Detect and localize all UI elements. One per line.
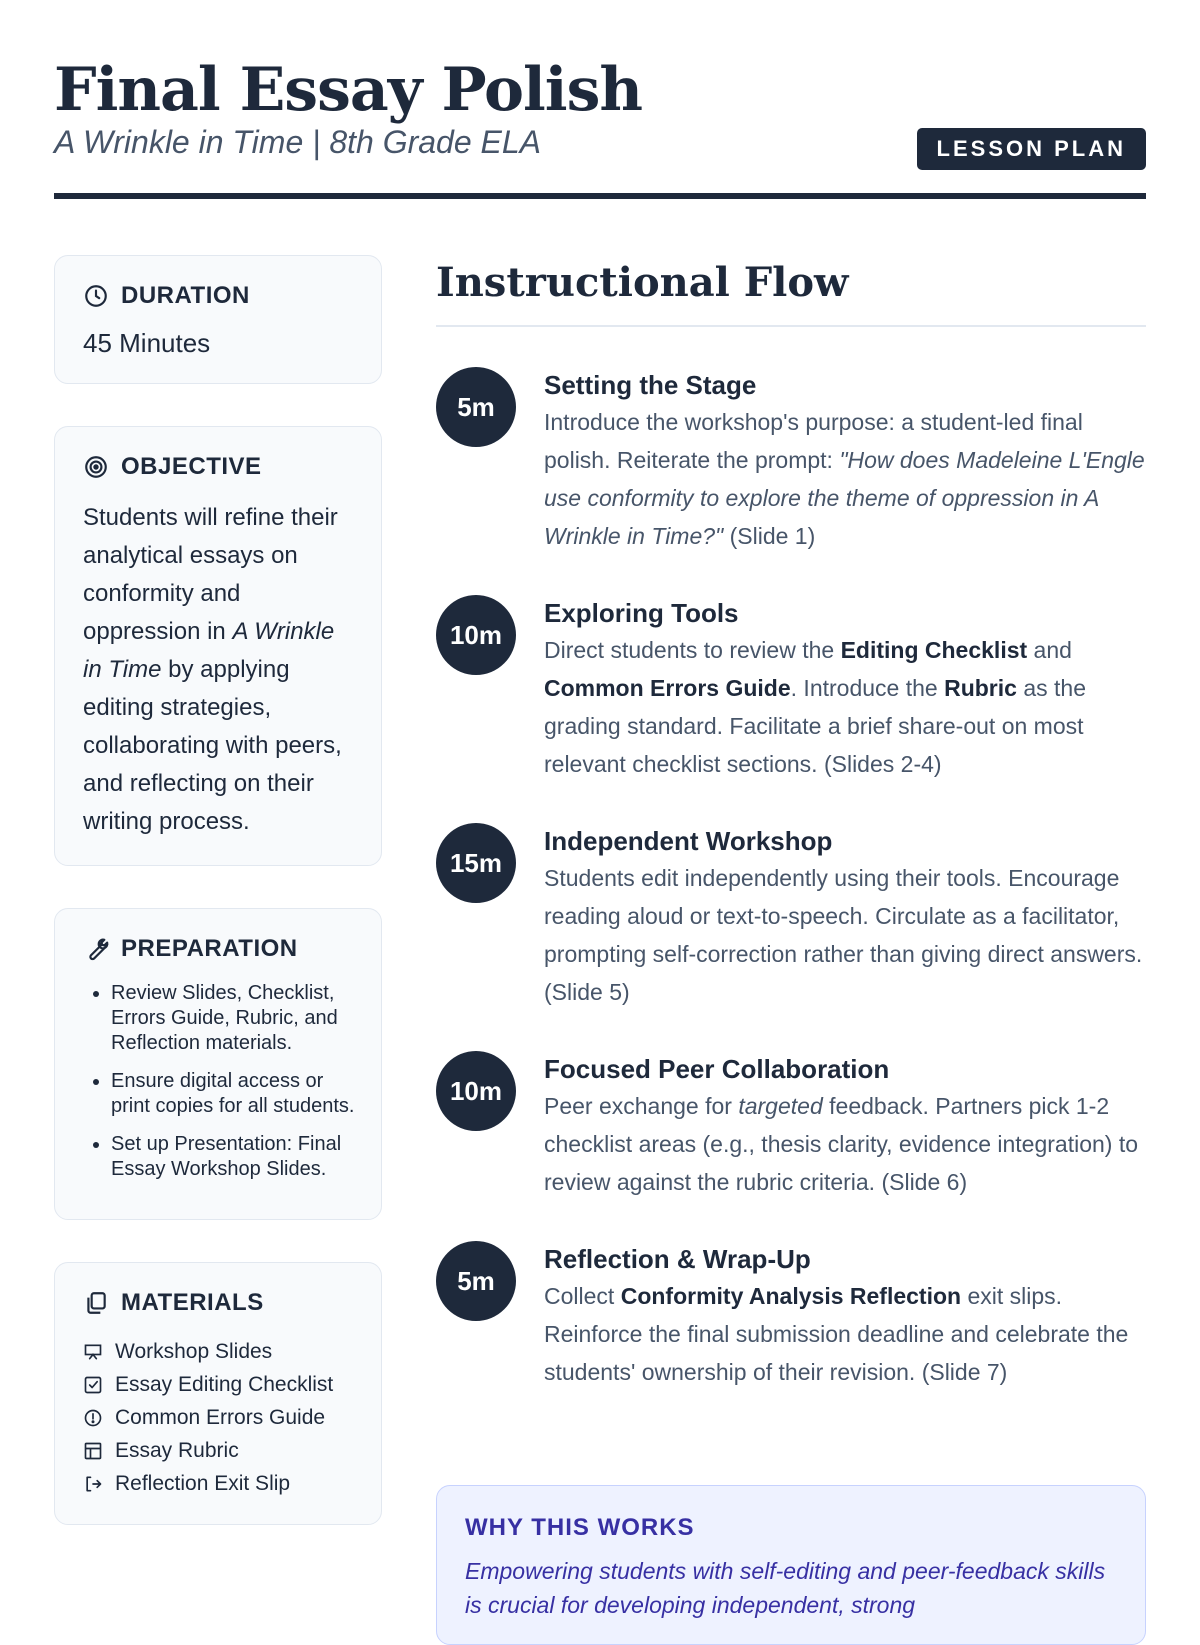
step-emphasis: Conformity Analysis Reflection [620, 1283, 962, 1309]
step-emphasis: Rubric [944, 675, 1017, 701]
duration-header [83, 282, 355, 310]
flow-step [436, 367, 1146, 555]
objective-text-part: Students will refine their analytical essays on conformity and oppression in [83, 504, 338, 645]
sidebar [54, 255, 382, 1567]
preparation-card [54, 908, 382, 1220]
material-errors-guide[interactable] [83, 1401, 355, 1434]
preparation-list [83, 981, 355, 1182]
list-item: • Ensure digital access or print copies for all students. [111, 1069, 355, 1119]
why-title: WHY THIS WORKS [465, 1514, 695, 1541]
flow-step [436, 1241, 1146, 1391]
step-title: Focused Peer Collaboration [544, 1054, 890, 1084]
page-title: Final Essay Polish [54, 55, 643, 125]
step-body [544, 595, 1146, 783]
material-label: Reflection Exit Slip [115, 1472, 291, 1495]
step-text-part: (Slide 1) [723, 523, 816, 549]
step-emphasis: Editing Checklist [840, 637, 1028, 663]
step-body [544, 1241, 1146, 1391]
step-emphasis: targeted [738, 1093, 823, 1119]
target-icon [83, 454, 109, 480]
step-time-badge: 10m [436, 595, 516, 675]
alert-circle-icon [83, 1408, 103, 1428]
step-text-part: . Introduce the [790, 675, 945, 701]
flow-step [436, 823, 1146, 1011]
why-this-works-callout [436, 1485, 1146, 1645]
step-body [544, 367, 1146, 555]
materials-list [83, 1335, 355, 1500]
materials-label: MATERIALS [121, 1289, 264, 1316]
materials-card [54, 1262, 382, 1525]
duration-label: DURATION [121, 282, 250, 309]
step-time-badge: 10m [436, 1051, 516, 1131]
flow-step [436, 1051, 1146, 1201]
step-body [544, 823, 1146, 1011]
material-label: Common Errors Guide [115, 1406, 326, 1429]
material-exit-slip[interactable] [83, 1467, 355, 1500]
objective-header [83, 453, 355, 481]
objective-book-title: A Wrinkle in Time [83, 618, 335, 683]
objective-text-part: by applying editing strategies, collaborating with peers, and reflecting on their writing process. [83, 656, 342, 835]
lesson-plan-badge: LESSON PLAN [917, 128, 1146, 170]
step-text-part: feedback. Partners pick 1-2 checklist areas (e.g., thesis clarity, evidence integration) to review against the rubric criteria. (Slide 6) [544, 1093, 1139, 1195]
materials-header [83, 1289, 355, 1317]
preparation-header [83, 935, 355, 963]
step-title: Independent Workshop [544, 826, 833, 856]
material-label: Workshop Slides [115, 1340, 273, 1363]
step-time-badge: 5m [436, 367, 516, 447]
presentation-icon [83, 1342, 103, 1362]
material-workshop-slides[interactable] [83, 1335, 355, 1368]
clock-icon [83, 283, 109, 309]
step-emphasis: Common Errors Guide [544, 675, 791, 701]
step-description [544, 631, 1146, 783]
step-title: Setting the Stage [544, 370, 757, 400]
step-title: Exploring Tools [544, 598, 739, 628]
objective-card [54, 426, 382, 866]
list-item: • Set up Presentation: Final Essay Workshop Slides. [111, 1132, 355, 1182]
step-prompt-quote: "How does Madeleine L'Engle use conformity to explore the theme of oppression in A Wrinkle in Time?" [544, 447, 1145, 549]
checkbox-icon [83, 1375, 103, 1395]
step-text-part: Collect [544, 1283, 621, 1309]
step-body [544, 1051, 1146, 1201]
section-divider [436, 325, 1146, 327]
objective-text [83, 499, 355, 841]
step-description [544, 1277, 1146, 1391]
step-description [544, 1087, 1146, 1201]
preparation-label: PREPARATION [121, 935, 298, 962]
wrench-icon [83, 936, 109, 962]
table-icon [83, 1441, 103, 1461]
duration-value: 45 Minutes [83, 328, 211, 358]
step-text-part: as the grading standard. Facilitate a brief share-out on most relevant checklist sections. (Slides 2-4) [544, 675, 1086, 777]
material-editing-checklist[interactable] [83, 1368, 355, 1401]
page-subtitle: A Wrinkle in Time | 8th Grade ELA [54, 124, 542, 160]
step-text-part: Peer exchange for [544, 1093, 739, 1119]
exit-icon [83, 1474, 103, 1494]
header-divider [54, 193, 1146, 199]
list-item: • Review Slides, Checklist, Errors Guide, Rubric, and Reflection materials. [111, 981, 355, 1056]
material-rubric[interactable] [83, 1434, 355, 1467]
material-label: Essay Rubric [115, 1439, 239, 1462]
step-time-badge: 5m [436, 1241, 516, 1321]
step-text-part: Direct students to review the [544, 637, 841, 663]
step-description [544, 403, 1146, 555]
header [54, 54, 1146, 162]
flow-step [436, 595, 1146, 783]
duration-card [54, 255, 382, 384]
copy-icon [83, 1290, 109, 1316]
step-text-part: Introduce the workshop's purpose: a student-led final polish. Reiterate the prompt: [544, 409, 1083, 473]
step-text-part: exit slips. Reinforce the final submission deadline and celebrate the students' ownership of their revision. (Slide 7) [544, 1283, 1129, 1385]
step-description: Students edit independently using their tools. Encourage reading aloud or text-to-speech. Circulate as a facilitator, prompting self-correction rather than giving direct answers. (Slide 5) [544, 865, 1143, 1005]
step-title: Reflection & Wrap-Up [544, 1244, 811, 1274]
objective-label: OBJECTIVE [121, 453, 262, 480]
step-text-part: and [1027, 637, 1072, 663]
section-title: Instructional Flow [436, 259, 849, 306]
material-label: Essay Editing Checklist [115, 1373, 334, 1396]
step-time-badge: 15m [436, 823, 516, 903]
instructional-flow [436, 255, 1146, 1431]
why-text: Empowering students with self-editing and peer-feedback skills is crucial for developing independent, strong [465, 1558, 1106, 1618]
